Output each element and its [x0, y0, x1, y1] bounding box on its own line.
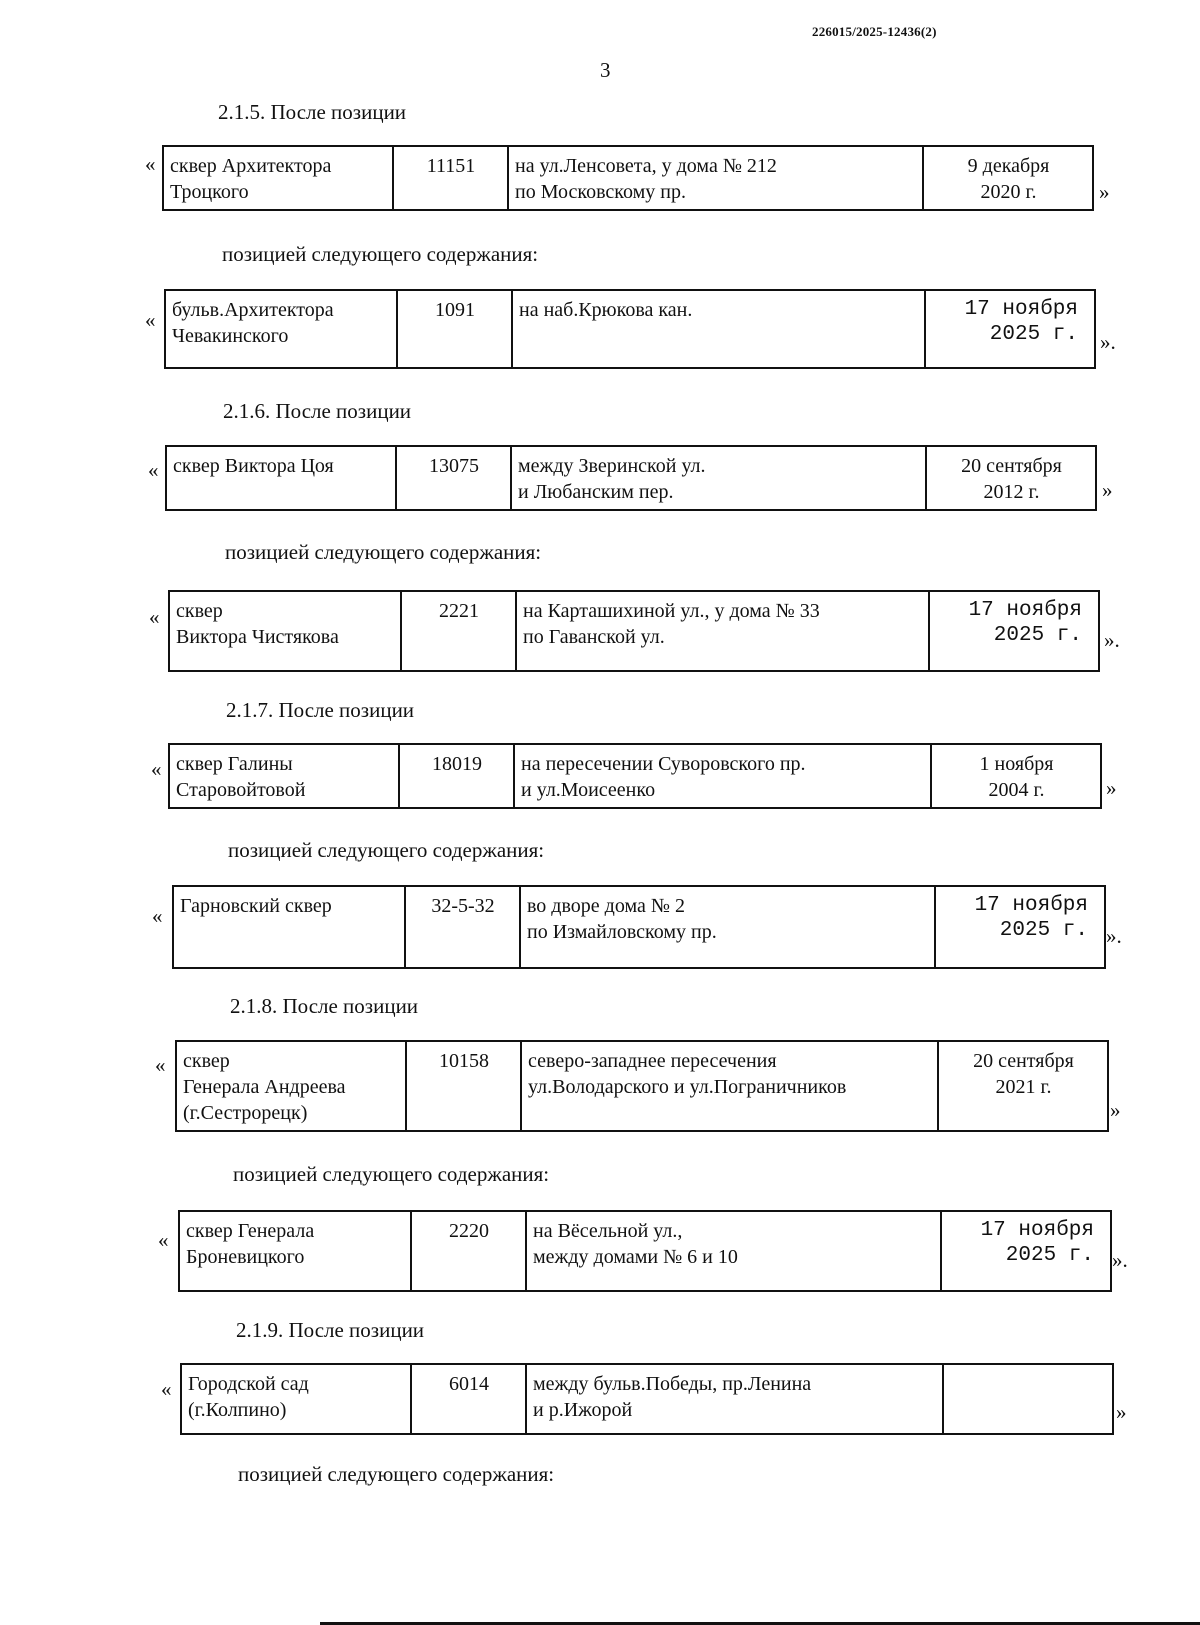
code-cell: 11151	[393, 146, 508, 210]
date-cell: 17 ноября 2025 г.	[925, 290, 1095, 368]
old-position-table	[175, 1040, 1109, 1132]
table-row	[169, 591, 1099, 671]
date-cell: 9 декабря 2020 г.	[923, 146, 1093, 210]
new-position-table	[164, 289, 1096, 369]
name-cell: сквер Виктора Цоя	[166, 446, 396, 510]
open-quote: «	[148, 458, 159, 482]
code-cell: 2220	[411, 1211, 526, 1291]
name-cell: Городской сад (г.Колпино)	[181, 1364, 411, 1434]
table-row	[166, 446, 1096, 510]
connector-text: позицией следующего содержания:	[228, 838, 545, 862]
connector-text: позицией следующего содержания:	[222, 242, 539, 266]
old-position-table	[162, 145, 1094, 211]
close-quote: »	[1110, 1098, 1121, 1122]
close-quote: ».	[1100, 330, 1116, 354]
section-heading: 2.1.7. После позиции	[226, 698, 415, 722]
old-position-table	[180, 1363, 1114, 1435]
new-position-table	[172, 885, 1106, 969]
name-cell: сквер Виктора Чистякова	[169, 591, 401, 671]
date-cell: 20 сентября 2012 г.	[926, 446, 1096, 510]
code-cell: 13075	[396, 446, 511, 510]
name-cell: Гарновский сквер	[173, 886, 405, 968]
section-heading: 2.1.8. После позиции	[230, 994, 419, 1018]
code-cell: 18019	[399, 744, 514, 808]
location-cell: северо-западнее пересечения ул.Володарского и ул.Пограничников	[521, 1041, 938, 1131]
location-cell: на наб.Крюкова кан.	[512, 290, 925, 368]
location-cell: между Зверинской ул. и Любанским пер.	[511, 446, 926, 510]
name-cell: сквер Галины Старовойтовой	[169, 744, 399, 808]
table-row	[179, 1211, 1111, 1291]
location-cell: на Вёсельной ул., между домами № 6 и 10	[526, 1211, 941, 1291]
section-heading: 2.1.6. После позиции	[223, 399, 412, 423]
name-cell: сквер Генерала Броневицкого	[179, 1211, 411, 1291]
new-position-table	[168, 590, 1100, 672]
date-cell: 17 ноября 2025 г.	[941, 1211, 1111, 1291]
old-position-table	[168, 743, 1102, 809]
close-quote: »	[1102, 478, 1113, 502]
close-quote: »	[1116, 1400, 1127, 1424]
section-heading: 2.1.9. После позиции	[236, 1318, 425, 1342]
code-cell: 2221	[401, 591, 516, 671]
open-quote: «	[145, 308, 156, 332]
name-cell: сквер Архитектора Троцкого	[163, 146, 393, 210]
document-number: 226015/2025-12436(2)	[812, 24, 937, 39]
table-row	[181, 1364, 1113, 1434]
code-cell: 1091	[397, 290, 512, 368]
name-cell: бульв.Архитектора Чевакинского	[165, 290, 397, 368]
name-cell: сквер Генерала Андреева (г.Сестрорецк)	[176, 1041, 406, 1131]
date-cell: 20 сентября 2021 г.	[938, 1041, 1108, 1131]
connector-text: позицией следующего содержания:	[238, 1462, 555, 1486]
table-row	[176, 1041, 1108, 1131]
date-cell: 17 ноября 2025 г.	[935, 886, 1105, 968]
close-quote: ».	[1104, 628, 1120, 652]
open-quote: «	[145, 152, 156, 176]
location-cell: на пересечении Суворовского пр. и ул.Моисеенко	[514, 744, 931, 808]
location-cell: между бульв.Победы, пр.Ленина и р.Ижорой	[526, 1364, 943, 1434]
date-cell: 17 ноября 2025 г.	[929, 591, 1099, 671]
table-row	[163, 146, 1093, 210]
close-quote: »	[1106, 776, 1117, 800]
table-row	[173, 886, 1105, 968]
table-row	[165, 290, 1095, 368]
date-cell	[943, 1364, 1113, 1434]
open-quote: «	[149, 605, 160, 629]
close-quote: »	[1099, 180, 1110, 204]
connector-text: позицией следующего содержания:	[225, 540, 542, 564]
open-quote: «	[155, 1053, 166, 1077]
section-heading: 2.1.5. После позиции	[218, 100, 407, 124]
location-cell: во дворе дома № 2 по Измайловскому пр.	[520, 886, 935, 968]
date-cell: 1 ноября 2004 г.	[931, 744, 1101, 808]
close-quote: ».	[1112, 1248, 1128, 1272]
open-quote: «	[152, 904, 163, 928]
code-cell: 10158	[406, 1041, 521, 1131]
open-quote: «	[161, 1377, 172, 1401]
code-cell: 32-5-32	[405, 886, 520, 968]
old-position-table	[165, 445, 1097, 511]
page-number: 3	[600, 58, 611, 82]
location-cell: на ул.Ленсовета, у дома № 212 по Московскому пр.	[508, 146, 923, 210]
table-row	[169, 744, 1101, 808]
open-quote: «	[151, 757, 162, 781]
open-quote: «	[158, 1228, 169, 1252]
code-cell: 6014	[411, 1364, 526, 1434]
connector-text: позицией следующего содержания:	[233, 1162, 550, 1186]
location-cell: на Карташихиной ул., у дома № 33 по Гаванской ул.	[516, 591, 929, 671]
new-position-table	[178, 1210, 1112, 1292]
close-quote: ».	[1106, 924, 1122, 948]
